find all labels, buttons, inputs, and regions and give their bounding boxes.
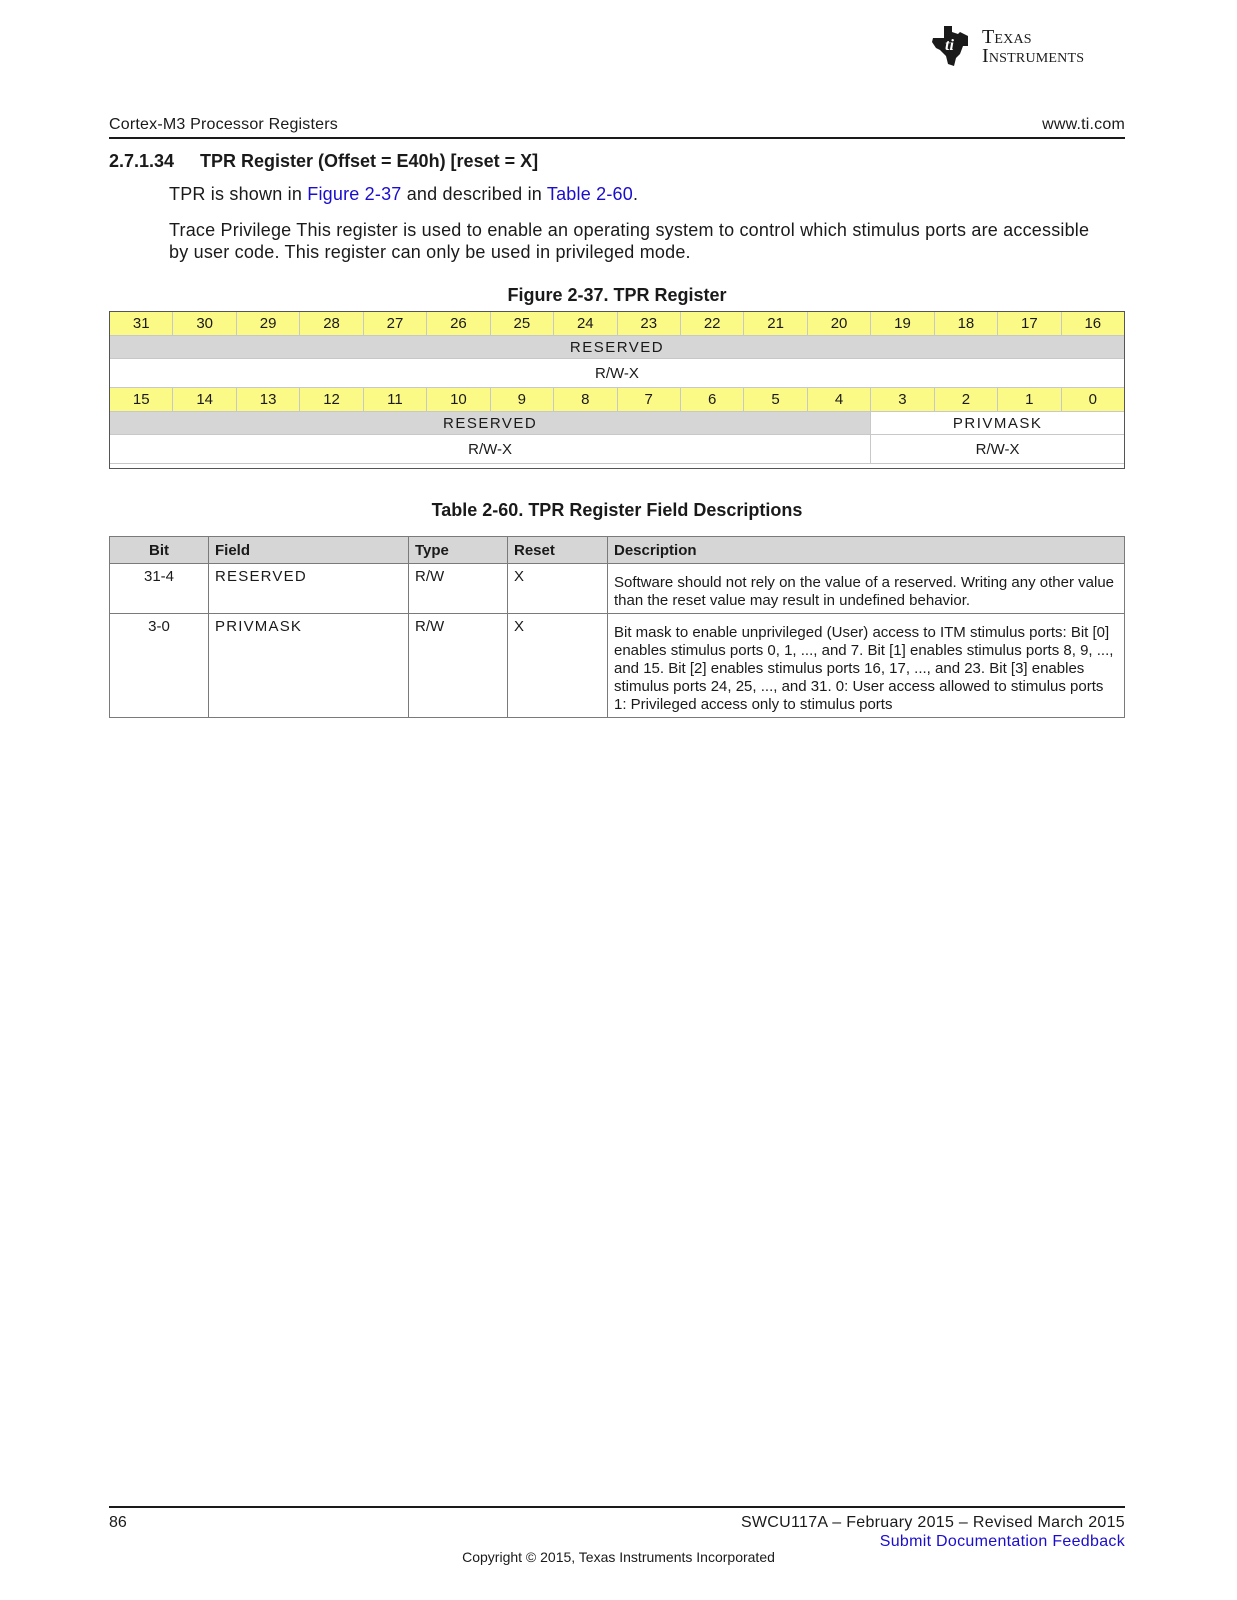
cell-type: R/W (409, 564, 508, 614)
bit-number: 20 (807, 312, 870, 336)
section-title: TPR Register (Offset = E40h) [reset = X] (200, 151, 539, 171)
field-description-table (109, 536, 1125, 718)
upper-reserved-field: RESERVED (110, 336, 1125, 359)
col-header-reset: Reset (508, 537, 608, 564)
cell-bit: 3-0 (110, 614, 209, 718)
bit-number: 22 (680, 312, 743, 336)
bit-number: 9 (490, 388, 553, 412)
register-diagram (109, 311, 1125, 464)
col-header-field: Field (209, 537, 409, 564)
ti-state-logo-icon (930, 24, 976, 68)
upper-access-row (110, 359, 1125, 388)
upper-field-row (110, 336, 1125, 359)
section-number: 2.7.1.34 (109, 151, 175, 171)
bit-number: 21 (744, 312, 807, 336)
bit-number: 15 (110, 388, 173, 412)
bit-number: 14 (173, 388, 236, 412)
bit-number: 11 (363, 388, 426, 412)
bit-number: 26 (427, 312, 490, 336)
bit-number: 4 (807, 388, 870, 412)
col-header-description: Description (608, 537, 1125, 564)
bit-number: 1 (998, 388, 1061, 412)
table-header-row (110, 537, 1125, 564)
bit-number: 31 (110, 312, 173, 336)
bit-number: 29 (236, 312, 299, 336)
cell-field: PRIVMASK (209, 614, 409, 718)
bit-number: 27 (363, 312, 426, 336)
bit-number: 25 (490, 312, 553, 336)
bit-number: 23 (617, 312, 680, 336)
logo-line-2: Instruments (982, 45, 1085, 67)
table-row (110, 564, 1125, 614)
bit-number: 19 (871, 312, 934, 336)
lower-field-row (110, 412, 1125, 435)
cell-description: Bit mask to enable unprivileged (User) access to ITM stimulus ports: Bit [0] enables stimulus ports 0, 1, ..., and 7. Bit [1] enables stimulus ports 8, 9, ..., and 15. Bit [2] enables stimulus ports 16, 17, ..., and 23. Bit [3] enables stimulus ports 24, 25, ..., and 31. 0: User access allowed to stimulus ports 1: Privileged access only to stimulus ports (608, 614, 1125, 718)
cell-description: Software should not rely on the value of a reserved. Writing any other value than the reset value may result in undefined behavior. (608, 564, 1125, 614)
page-number: 86 (109, 1514, 127, 1531)
bit-number: 7 (617, 388, 680, 412)
bit-number: 3 (871, 388, 934, 412)
cell-reset: X (508, 614, 608, 718)
intro-sentence (169, 184, 638, 205)
cell-bit: 31-4 (110, 564, 209, 614)
cell-type: R/W (409, 614, 508, 718)
register-description: Trace Privilege This register is used to enable an operating system to control which stimulus ports are accessible by user code. This register can only be used in privileged mode. (169, 220, 1090, 262)
copyright-notice: Copyright © 2015, Texas Instruments Incorporated (462, 1549, 775, 1565)
lower-bit-numbers (110, 388, 1125, 412)
logo-line-1: Texas (982, 26, 1032, 48)
footer-rule (109, 1506, 1125, 1508)
table-caption: Table 2-60. TPR Register Field Descriptions (431, 500, 803, 520)
table-row (110, 614, 1125, 718)
document-id: SWCU117A – February 2015 – Revised March 2015 (740, 1514, 1125, 1531)
bit-number: 6 (680, 388, 743, 412)
table-link[interactable]: Table 2-60 (546, 184, 633, 204)
upper-access: R/W-X (110, 359, 1125, 388)
running-header-title: Cortex-M3 Processor Registers (109, 116, 338, 133)
bit-number: 30 (173, 312, 236, 336)
bit-number: 8 (554, 388, 617, 412)
feedback-link[interactable]: Submit Documentation Feedback (879, 1533, 1125, 1550)
privmask-access: R/W-X (871, 435, 1125, 464)
intro-suffix: . (632, 184, 639, 204)
lower-reserved-access: R/W-X (110, 435, 871, 464)
intro-middle: and described in (401, 184, 547, 204)
bit-number: 16 (1061, 312, 1124, 336)
upper-bit-numbers (110, 312, 1125, 336)
bit-number: 13 (236, 388, 299, 412)
lower-reserved-field: RESERVED (110, 412, 871, 435)
running-header-url[interactable]: www.ti.com (1042, 116, 1125, 133)
lower-access-row (110, 435, 1125, 464)
bit-number: 17 (998, 312, 1061, 336)
privmask-field: PRIVMASK (871, 412, 1125, 435)
figure-link[interactable]: Figure 2-37 (307, 184, 402, 204)
bit-number: 24 (554, 312, 617, 336)
bit-number: 18 (934, 312, 997, 336)
bit-number: 2 (934, 388, 997, 412)
figure-caption: Figure 2-37. TPR Register (507, 285, 727, 305)
svg-text:ti: ti (945, 37, 954, 54)
col-header-bit: Bit (110, 537, 209, 564)
cell-reset: X (508, 564, 608, 614)
ti-logo (930, 24, 1120, 70)
header-rule (109, 137, 1125, 139)
bit-number: 5 (744, 388, 807, 412)
intro-prefix: TPR is shown in (169, 184, 308, 204)
cell-field: RESERVED (209, 564, 409, 614)
col-header-type: Type (409, 537, 508, 564)
bit-number: 12 (300, 388, 363, 412)
bit-number: 0 (1061, 388, 1124, 412)
bit-number: 10 (427, 388, 490, 412)
bit-number: 28 (300, 312, 363, 336)
